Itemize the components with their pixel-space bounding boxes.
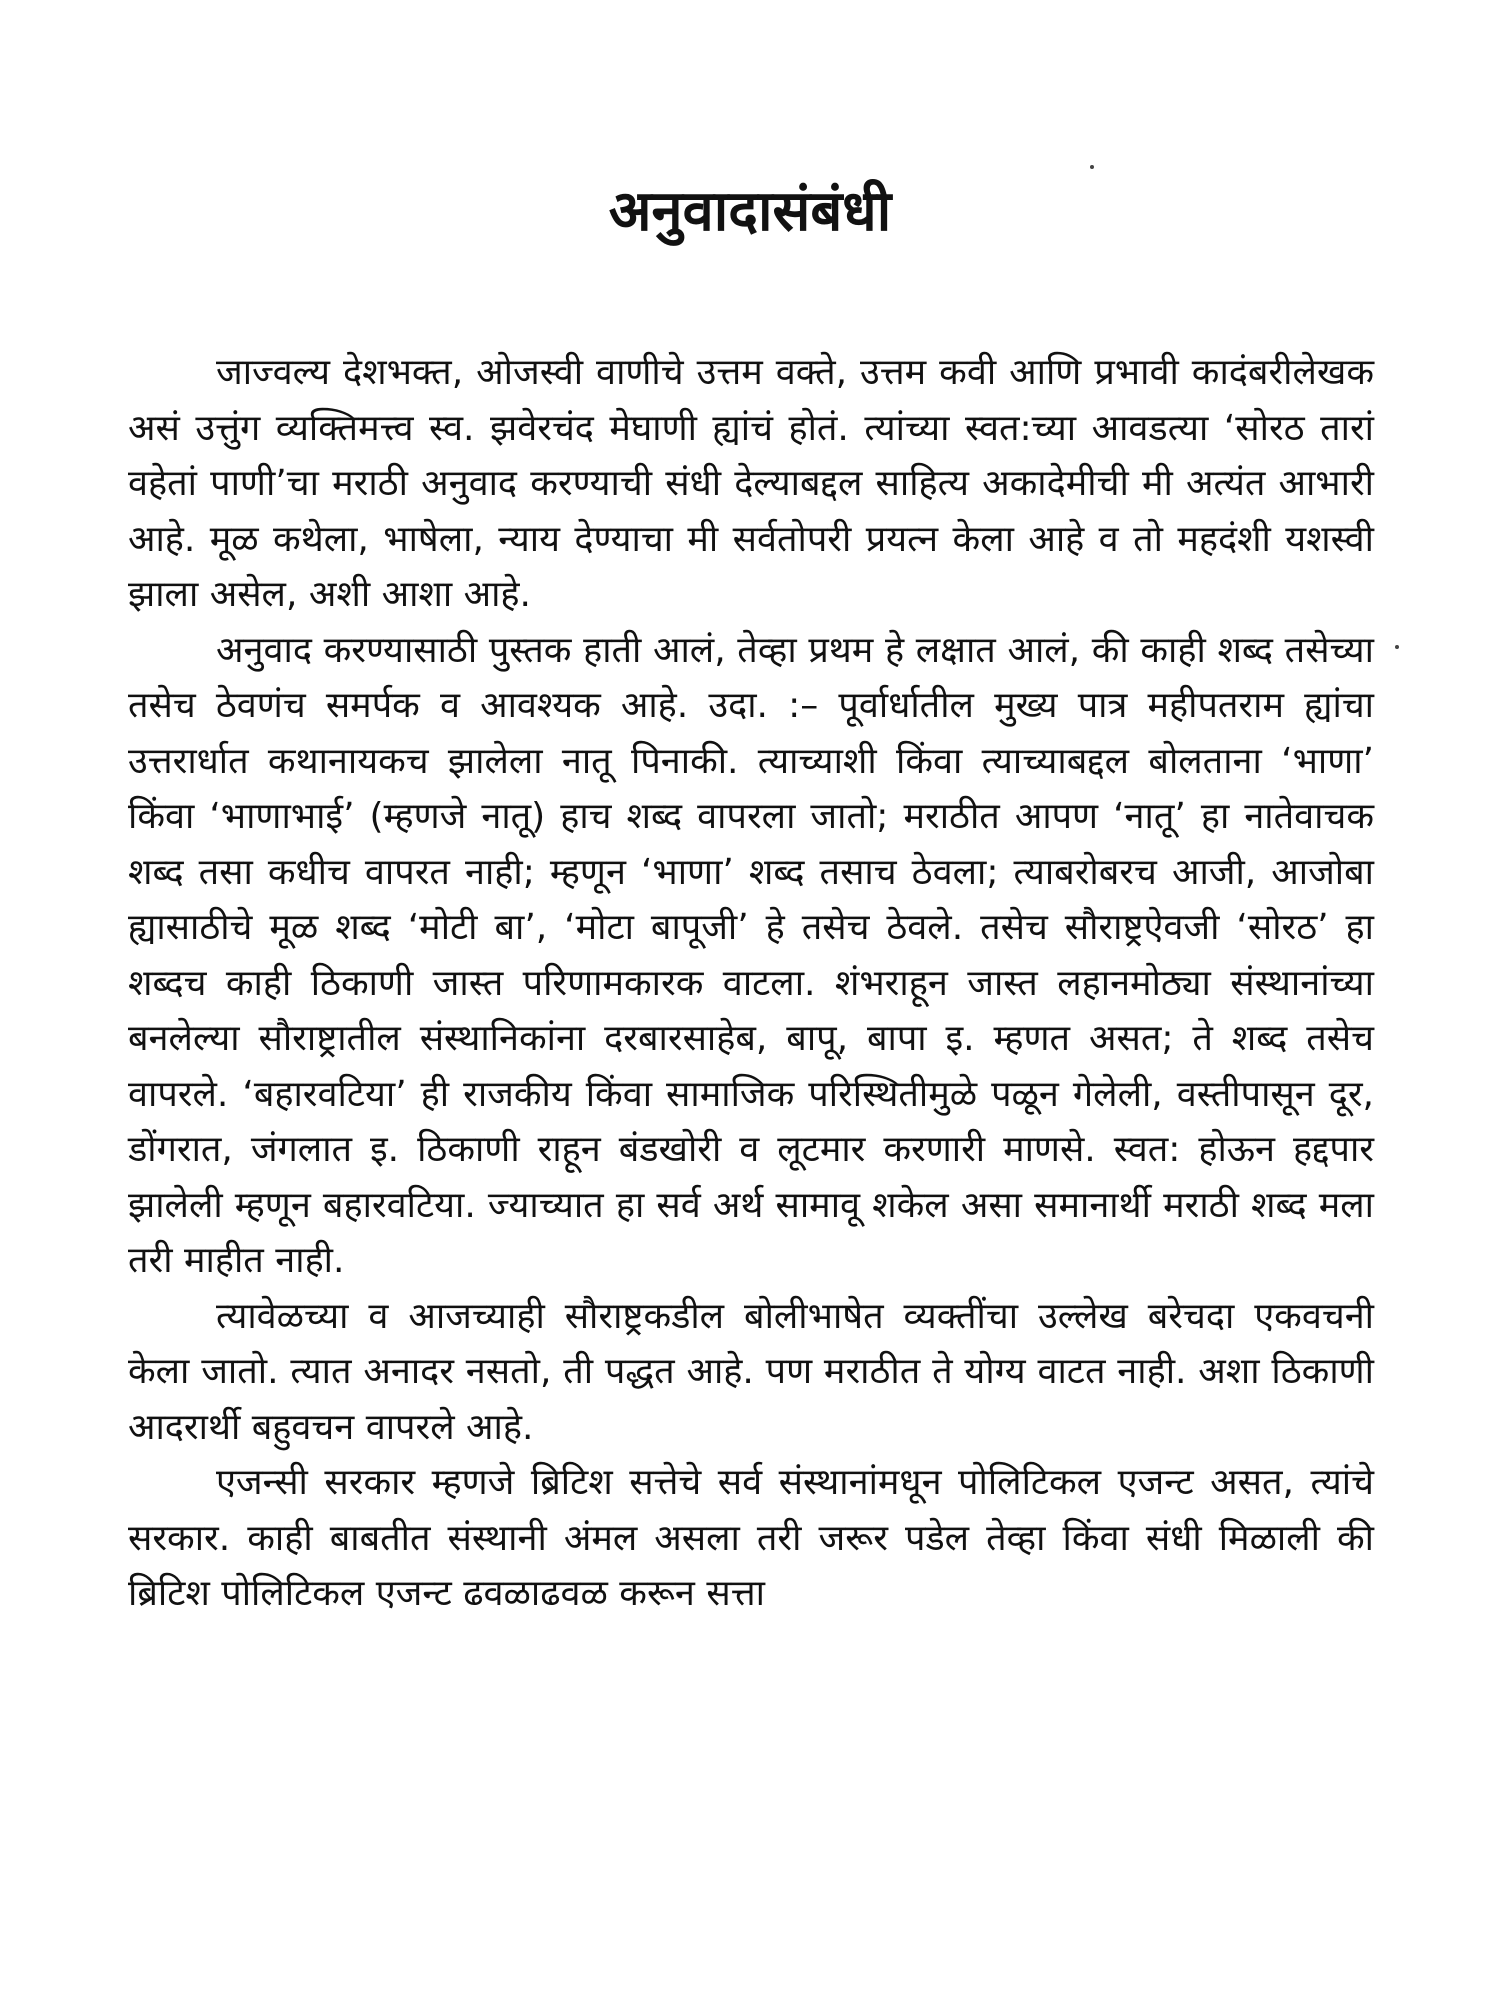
scan-speck [1090, 165, 1094, 169]
scan-speck [1395, 645, 1399, 649]
page-title: अनुवादासंबंधी [608, 178, 892, 244]
paragraph-4: एजन्सी सरकार म्हणजे ब्रिटिश सत्तेचे सर्व संस्थानांमधून पोलिटिकल एजन्ट असत, त्यांचे सरकार. काही बाबतीत संस्थानी अंमल असला तरी जरूर पडेल तेव्हा किंवा संधी मिळाली की ब्रिटिश पोलिटिकल एजन्ट ढवळाढवळ करून सत्ता [128, 1462, 1374, 1614]
document-body [128, 345, 1374, 1622]
paragraph-2: अनुवाद करण्यासाठी पुस्तक हाती आलं, तेव्हा प्रथम हे लक्षात आलं, की काही शब्द तसेच्या तसेच ठेवणंच समर्पक व आवश्यक आहे. उदा. :– पूर्वार्धातील मुख्य पात्र महीपतराम ह्यांचा उत्तरार्धात कथानायकच झालेला नातू पिनाकी. त्याच्याशी किंवा त्याच्याबद्दल बोलताना ‘भाणा’ किंवा ‘भाणाभाई’ (म्हणजे नातू) हाच शब्द वापरला जातो; मराठीत आपण ‘नातू’ हा नातेवाचक शब्द तसा कधीच वापरत नाही; म्हणून ‘भाणा’ शब्द तसाच ठेवला; त्याबरोबरच आजी, आजोबा ह्यासाठीचे मूळ शब्द ‘मोटी बा’, ‘मोटा बापूजी’ हे तसेच ठेवले. तसेच सौराष्ट्रऐवजी ‘सोरठ’ हा शब्दच काही ठिकाणी जास्त परिणामकारक वाटला. शंभराहून जास्त लहानमोठ्या संस्थानांच्या बनलेल्या सौराष्ट्रातील संस्थानिकांना दरबारसाहेब, बापू, बापा इ. म्हणत असत; ते शब्द तसेच वापरले. ‘बहारवटिया’ ही राजकीय किंवा सामाजिक परिस्थितीमुळे पळून गेलेली, वस्तीपासून दूर, डोंगरात, जंगलात इ. ठिकाणी राहून बंडखोरी व लूटमार करणारी माणसे. स्वत: होऊन हद्दपार झालेली म्हणून बहारवटिया. ज्याच्यात हा सर्व अर्थ सामावू शकेल असा समानार्थी मराठी शब्द मला तरी माहीत नाही. [128, 629, 1374, 1281]
paragraph-3: त्यावेळच्या व आजच्याही सौराष्ट्रकडील बोलीभाषेत व्यक्तींचा उल्लेख बरेचदा एकवचनी केला जातो. त्यात अनादर नसतो, ती पद्धत आहे. पण मराठीत ते योग्य वाटत नाही. अशा ठिकाणी आदरार्थी बहुवचन वापरले आहे. [128, 1295, 1374, 1448]
paragraph-1: जाज्वल्य देशभक्त, ओजस्वी वाणीचे उत्तम वक्ते, उत्तम कवी आणि प्रभावी कादंबरीलेखक असं उत्तुंग व्यक्तिमत्त्व स्व. झवेरचंद मेघाणी ह्यांचं होतं. त्यांच्या स्वत:च्या आवडत्या ‘सोरठ तारां वहेतां पाणी’चा मराठी अनुवाद करण्याची संधी देल्याबद्दल साहित्य अकादेमीची मी अत्यंत आभारी आहे. मूळ कथेला, भाषेला, न्याय देण्याचा मी सर्वतोपरी प्रयत्न केला आहे व तो महदंशी यशस्वी झाला असेल, अशी आशा आहे. [128, 352, 1374, 615]
